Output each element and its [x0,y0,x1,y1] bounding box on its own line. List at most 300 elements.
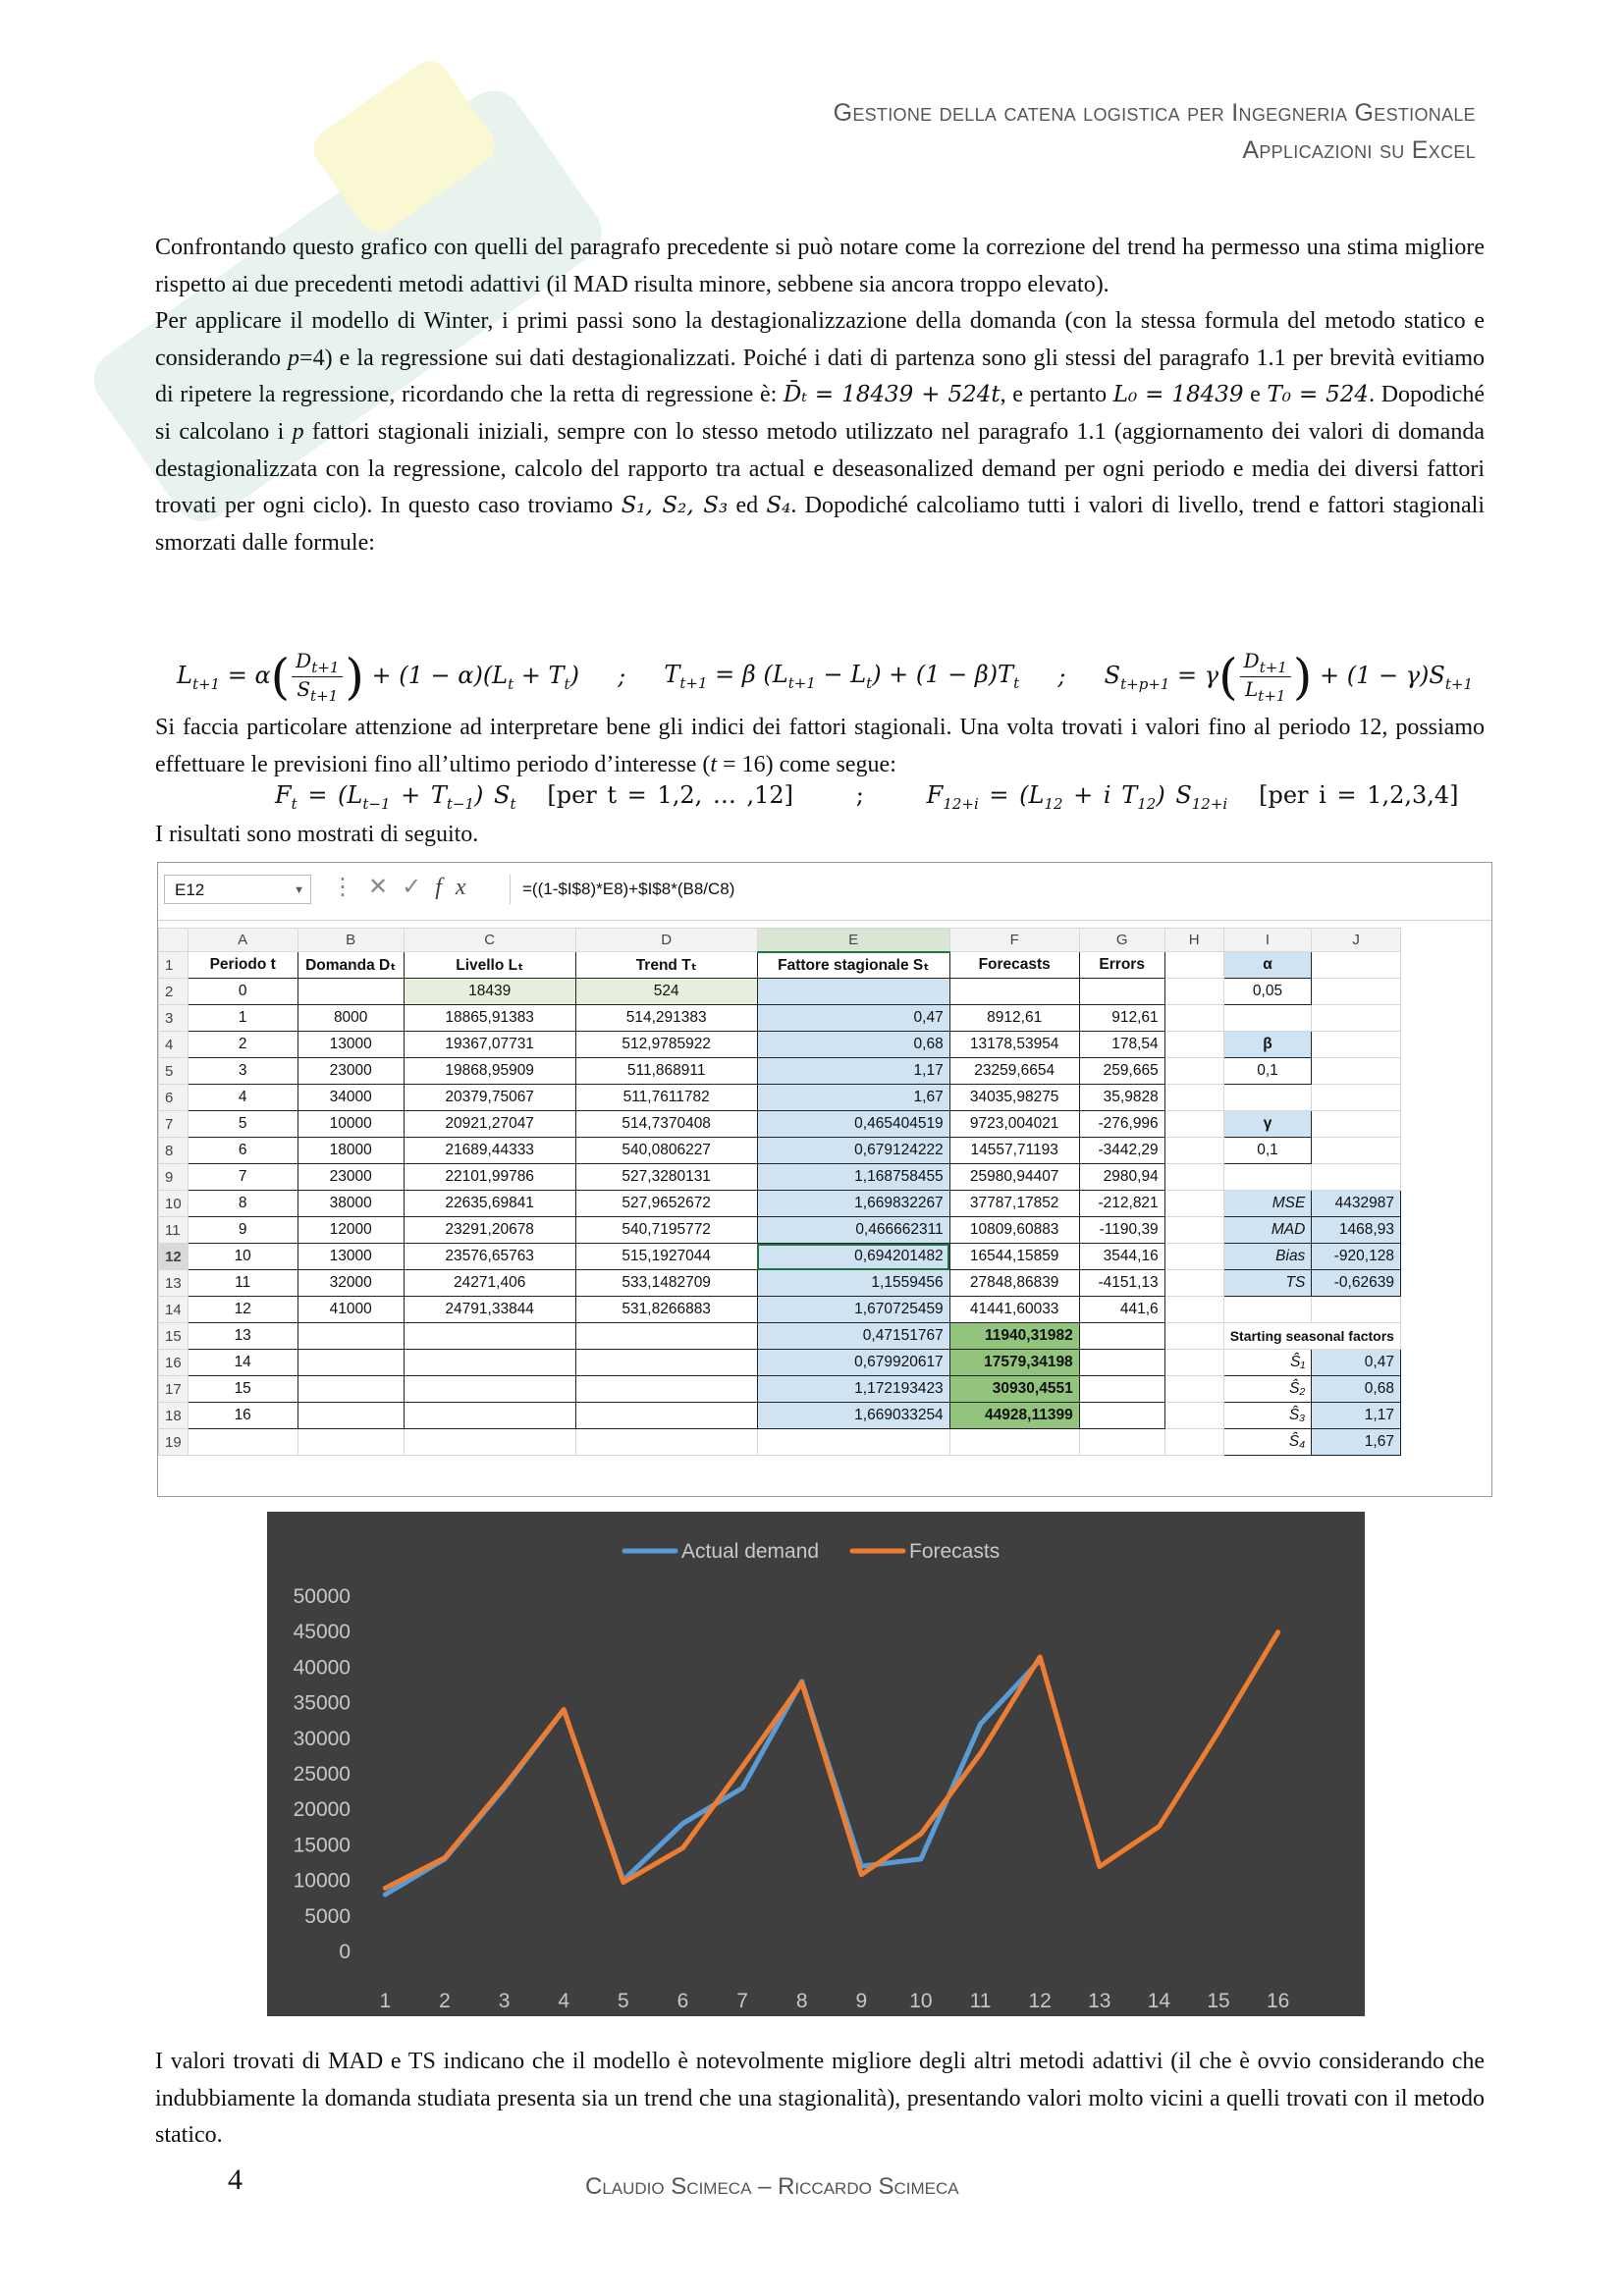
legend-label: Forecasts [909,1540,1001,1563]
data-cell[interactable]: 13178,53954 [949,1032,1079,1058]
x-tick-label: 13 [1088,1990,1111,2012]
data-cell[interactable]: 0,68 [757,1032,949,1058]
y-tick-label: 10000 [293,1869,351,1893]
data-cell[interactable]: 22101,99786 [404,1164,575,1191]
empty-cell[interactable] [1223,1005,1312,1032]
demand-forecast-chart [267,1512,1365,2016]
empty-cell[interactable] [1164,1350,1223,1376]
seasonal-value-1[interactable]: 0,47 [1312,1350,1401,1376]
data-cell[interactable]: -212,821 [1079,1191,1164,1217]
data-cell[interactable]: 37787,17852 [949,1191,1079,1217]
data-cell[interactable] [404,1323,575,1350]
sheet-row [159,1191,1401,1217]
y-tick-label: 30000 [293,1727,351,1750]
row-header[interactable]: 8 [159,1138,189,1164]
data-cell[interactable]: 912,61 [1079,1005,1164,1032]
data-cell[interactable]: 18000 [298,1138,404,1164]
data-cell[interactable]: 3544,16 [1079,1244,1164,1270]
param-label-beta[interactable]: β [1223,1032,1312,1058]
data-cell[interactable]: 21689,44333 [404,1138,575,1164]
data-cell[interactable]: 259,665 [1079,1058,1164,1085]
data-cell[interactable]: 14 [188,1350,298,1376]
data-cell[interactable]: 35,9828 [1079,1085,1164,1111]
empty-cell[interactable] [1312,1005,1401,1032]
data-cell[interactable]: 34035,98275 [949,1085,1079,1111]
row-header[interactable]: 2 [159,979,189,1005]
sheet-row [159,1032,1401,1058]
data-cell[interactable]: 540,0806227 [575,1138,757,1164]
data-cell[interactable]: 41441,60033 [949,1297,1079,1323]
data-cell[interactable]: 27848,86839 [949,1270,1079,1297]
column-header-b[interactable]: B [298,929,404,952]
data-cell[interactable]: 12000 [298,1217,404,1244]
data-cell[interactable]: 515,1927044 [575,1244,757,1270]
data-cell[interactable] [404,1350,575,1376]
seasonal-label-4[interactable]: Ŝ₄ [1223,1429,1312,1456]
data-cell[interactable] [404,1403,575,1429]
x-tick-label: 15 [1207,1990,1230,2012]
data-cell[interactable]: 23000 [298,1058,404,1085]
data-cell[interactable]: 1,1559456 [757,1270,949,1297]
data-cell[interactable]: 18865,91383 [404,1005,575,1032]
data-cell[interactable]: 1,17 [757,1058,949,1085]
data-cell[interactable]: 527,9652672 [575,1191,757,1217]
data-cell[interactable]: 178,54 [1079,1032,1164,1058]
empty-cell[interactable] [1164,979,1223,1005]
data-cell[interactable]: 514,7370408 [575,1111,757,1138]
empty-cell[interactable] [1164,1138,1223,1164]
empty-cell[interactable] [1164,1005,1223,1032]
row-header[interactable]: 13 [159,1270,189,1297]
data-cell[interactable]: 16 [188,1403,298,1429]
formula-separator: ; [618,663,626,690]
data-cell[interactable]: 1,670725459 [757,1297,949,1323]
empty-cell[interactable] [1164,1164,1223,1191]
cancel-icon[interactable]: ✕ [368,874,403,900]
body-text-results [155,817,1485,854]
empty-cell[interactable] [1164,1058,1223,1085]
data-cell[interactable] [949,979,1079,1005]
data-cell[interactable]: 24271,406 [404,1270,575,1297]
empty-cell[interactable] [1164,1085,1223,1111]
data-cell[interactable] [1079,979,1164,1005]
data-cell[interactable]: 11 [188,1270,298,1297]
stat-value-mse[interactable]: 4432987 [1312,1191,1401,1217]
data-cell[interactable]: 0,679920617 [757,1350,949,1376]
stat-value-bias[interactable]: -920,128 [1312,1244,1401,1270]
formula-separator-2: ; [1057,663,1066,690]
data-cell[interactable]: 10809,60883 [949,1217,1079,1244]
forecasts-line [385,1632,1277,1889]
row-header[interactable]: 19 [159,1429,189,1456]
empty-cell[interactable] [1312,1111,1401,1138]
sheet-row [159,1217,1401,1244]
empty-cell[interactable] [1164,1297,1223,1323]
empty-cell[interactable] [1312,1164,1401,1191]
paragraph-2: Per applicare il modello di Winter, i primi passi sono la destagionalizzazione della domanda (con la stessa formula del metodo statico e considerando p=4) e la regressione sui dati destagionalizzati. Poiché i dati di partenza sono gli stessi del paragrafo 1.1 per brevità evitiamo di ripetere la regressione, ricordando che la retta di regressione è: D̄ₜ = 18439 + 524t, e pertanto L₀ = 18439 e T₀ = 524. Dopodiché si calcolano i p fattori stagionali iniziali, sempre con lo stesso metodo utilizzato nel paragrafo 1.1 (aggiornamento dei valori di domanda destagionalizzata con la regressione, calcolo del rapporto tra actual e deseasonalized demand per ogni periodo e media dei diversi fattori trovati per ogni ciclo). In questo caso troviamo S₁, S₂, S₃ ed S₄. Dopodiché calcoliamo tutti i valori di livello, trend e fattori stagionali smorzati dalle formule: [155,308,1486,556]
data-cell[interactable]: 11940,31982 [949,1323,1079,1350]
y-tick-label: 0 [339,1941,351,1963]
row-header[interactable]: 5 [159,1058,189,1085]
stat-label-bias[interactable]: Bias [1223,1244,1312,1270]
data-cell[interactable]: -276,996 [1079,1111,1164,1138]
data-cell[interactable]: 512,9785922 [575,1032,757,1058]
data-cell[interactable]: 540,7195772 [575,1217,757,1244]
data-cell[interactable]: 19367,07731 [404,1032,575,1058]
sheet-row [159,1376,1401,1403]
data-cell[interactable] [1079,1323,1164,1350]
header-cell[interactable]: Errors [1079,952,1164,979]
x-tick-label: 12 [1028,1990,1052,2012]
data-cell[interactable] [757,979,949,1005]
data-cell[interactable]: -3442,29 [1079,1138,1164,1164]
data-cell[interactable] [298,1403,404,1429]
empty-cell[interactable] [1164,952,1223,979]
empty-cell[interactable] [1223,1085,1312,1111]
seasonal-label-1[interactable]: Ŝ₁ [1223,1350,1312,1376]
data-cell[interactable]: 1 [188,1005,298,1032]
data-cell[interactable]: 20379,75067 [404,1085,575,1111]
y-tick-label: 20000 [293,1798,351,1822]
sheet-row [159,1005,1401,1032]
x-tick-label: 3 [498,1990,511,2012]
data-cell[interactable]: 6 [188,1138,298,1164]
data-cell[interactable]: 1,168758455 [757,1164,949,1191]
sheet-row [159,1403,1401,1429]
data-cell[interactable]: 2980,94 [1079,1164,1164,1191]
row-header[interactable]: 16 [159,1350,189,1376]
column-header-row [159,929,1401,952]
data-cell[interactable] [298,1350,404,1376]
data-cell[interactable] [575,1350,757,1376]
sheet-row [159,1350,1401,1376]
sheet-row [159,952,1401,979]
data-cell[interactable]: 0 [188,979,298,1005]
data-cell[interactable] [298,1323,404,1350]
data-cell[interactable]: 41000 [298,1297,404,1323]
update-formulas [177,636,1473,717]
x-tick-label: 7 [736,1990,748,2012]
data-cell[interactable]: 0,465404519 [757,1111,949,1138]
data-cell[interactable]: 23291,20678 [404,1217,575,1244]
body-text-bottom [155,2044,1485,2155]
row-header[interactable]: 18 [159,1403,189,1429]
x-tick-label: 8 [795,1990,808,2012]
sheet-row [159,979,1401,1005]
paragraph-1: Confrontando questo grafico con quelli del paragrafo precedente si può notare come la correzione del trend ha permesso una stima migliore rispetto ai due precedenti metodi adattivi (il MAD risulta minore, sebbene sia ancora troppo elevato). [155,235,1485,297]
row-header[interactable]: 4 [159,1032,189,1058]
data-cell[interactable]: 4 [188,1085,298,1111]
param-value-gamma[interactable]: 0,1 [1223,1138,1312,1164]
x-tick-label: 14 [1147,1990,1171,2012]
header-cell[interactable]: Domanda Dₜ [298,952,404,979]
empty-cell[interactable] [404,1429,575,1456]
function-icon[interactable]: fx [435,875,480,900]
sheet-row [159,1138,1401,1164]
data-cell[interactable]: 1,669033254 [757,1403,949,1429]
column-header-c[interactable]: C [404,929,575,952]
empty-cell[interactable] [188,1429,298,1456]
row-header[interactable]: 3 [159,1005,189,1032]
param-label-alpha[interactable]: α [1223,952,1312,979]
data-cell[interactable]: 5 [188,1111,298,1138]
data-cell[interactable]: 511,868911 [575,1058,757,1085]
header-cell[interactable]: Trend Tₜ [575,952,757,979]
y-tick-label: 50000 [293,1585,351,1608]
empty-cell[interactable] [575,1429,757,1456]
seasonal-value-2[interactable]: 0,68 [1312,1376,1401,1403]
stat-label-mse[interactable]: MSE [1223,1191,1312,1217]
seasonal-formula: $S_{t+p+1} = \gamma$( $\frac{D_{t+1}}{L_{t+1}}$ ) + $(1 - \gamma)S_{t+1}$ [1104,648,1473,705]
data-cell[interactable]: 13000 [298,1244,404,1270]
data-cell[interactable]: 533,1482709 [575,1270,757,1297]
stat-label-ts[interactable]: TS [1223,1270,1312,1297]
sheet-row [159,1111,1401,1138]
y-tick-label: 40000 [293,1656,351,1680]
data-cell[interactable]: 10000 [298,1111,404,1138]
data-cell[interactable]: 1,172193423 [757,1376,949,1403]
param-label-gamma[interactable]: γ [1223,1111,1312,1138]
data-cell[interactable] [1079,1376,1164,1403]
data-cell[interactable]: 8 [188,1191,298,1217]
stat-value-ts[interactable]: -0,62639 [1312,1270,1401,1297]
data-cell[interactable] [1079,1350,1164,1376]
empty-cell[interactable] [1312,1032,1401,1058]
data-cell[interactable]: 13 [188,1323,298,1350]
data-cell[interactable]: 15 [188,1376,298,1403]
data-cell[interactable]: -1190,39 [1079,1217,1164,1244]
data-cell[interactable]: 8912,61 [949,1005,1079,1032]
sheet-row [159,1297,1401,1323]
data-cell[interactable] [575,1323,757,1350]
empty-cell[interactable] [1312,1085,1401,1111]
more-icon: ⋮ [331,874,368,900]
data-cell[interactable] [298,1376,404,1403]
data-cell[interactable]: 22635,69841 [404,1191,575,1217]
line-chart [267,1512,1365,2016]
data-cell[interactable]: 9723,004021 [949,1111,1079,1138]
spreadsheet-grid [158,928,1401,1456]
x-tick-label: 2 [439,1990,451,2012]
select-all-corner[interactable] [159,929,189,952]
excel-screenshot [157,862,1492,1497]
empty-cell[interactable] [1164,1244,1223,1270]
name-box[interactable]: E12 ▼ [164,875,311,904]
data-cell[interactable]: 1,67 [757,1085,949,1111]
trend-formula: $T_{t+1} = \beta$ $(L_{t+1} - L_t) + (1 - \beta)T_t$ [664,661,1020,692]
data-cell[interactable]: 441,6 [1079,1297,1164,1323]
stat-label-mad[interactable]: MAD [1223,1217,1312,1244]
x-tick-label: 1 [379,1990,392,2012]
data-cell[interactable]: 1,669832267 [757,1191,949,1217]
data-cell[interactable]: -4151,13 [1079,1270,1164,1297]
sheet-row [159,1164,1401,1191]
level-formula: $L_{t+1} = \alpha$( $\frac{D_{t+1}}{S_{t+1}}$ ) + $(1 - \alpha)(L_t + T_t)$ [177,648,579,705]
actual-demand-line [385,1660,1040,1895]
header-cell[interactable]: Fattore stagionale Sₜ [757,952,949,979]
data-cell[interactable]: 44928,11399 [949,1403,1079,1429]
header-cell[interactable]: Forecasts [949,952,1079,979]
row-header[interactable]: 15 [159,1323,189,1350]
row-header[interactable]: 7 [159,1111,189,1138]
header-cell[interactable]: Livello Lₜ [404,952,575,979]
empty-cell[interactable] [298,1429,404,1456]
chevron-down-icon[interactable]: ▼ [294,884,304,896]
empty-cell[interactable] [1312,1058,1401,1085]
empty-cell[interactable] [1312,952,1401,979]
sheet-row [159,1058,1401,1085]
data-cell[interactable]: 34000 [298,1085,404,1111]
row-header[interactable]: 11 [159,1217,189,1244]
formula-bar-icons [331,873,480,901]
param-value-alpha[interactable]: 0,05 [1223,979,1312,1005]
data-cell[interactable]: 18439 [404,979,575,1005]
header-line-1: Gestione della catena logistica per Ingegneria Gestionale [833,99,1476,127]
empty-cell[interactable] [1164,1111,1223,1138]
sheet-row [159,1323,1401,1350]
column-header-j[interactable]: J [1312,929,1401,952]
column-header-h[interactable]: H [1164,929,1223,952]
sheet-row [159,1429,1401,1456]
empty-cell[interactable] [1223,1297,1312,1323]
data-cell[interactable]: 527,3280131 [575,1164,757,1191]
data-cell[interactable]: 23576,65763 [404,1244,575,1270]
confirm-icon[interactable]: ✓ [402,874,436,900]
seasonal-factors-title: Starting seasonal factors [1223,1323,1400,1350]
paragraph-4: I risultati sono mostrati di seguito. [155,822,479,847]
x-tick-label: 9 [855,1990,868,2012]
data-cell[interactable]: 3 [188,1058,298,1085]
data-cell[interactable] [575,1376,757,1403]
data-cell[interactable]: 8000 [298,1005,404,1032]
empty-cell[interactable] [1164,1270,1223,1297]
stat-value-mad[interactable]: 1468,93 [1312,1217,1401,1244]
data-cell[interactable]: 17579,34198 [949,1350,1079,1376]
sheet-row [159,1244,1401,1270]
x-tick-label: 5 [617,1990,629,2012]
data-cell[interactable]: 524 [575,979,757,1005]
data-cell[interactable]: 0,694201482 [757,1244,949,1270]
x-tick-label: 4 [558,1990,570,2012]
row-header[interactable]: 1 [159,952,189,979]
x-tick-label: 10 [909,1990,933,2012]
data-cell[interactable]: 0,47 [757,1005,949,1032]
data-cell[interactable]: 12 [188,1297,298,1323]
data-cell[interactable]: 14557,71193 [949,1138,1079,1164]
seasonal-value-4[interactable]: 1,67 [1312,1429,1401,1456]
column-header-f[interactable]: F [949,929,1079,952]
empty-cell[interactable] [1223,1164,1312,1191]
data-cell[interactable]: 0,679124222 [757,1138,949,1164]
legend-label: Actual demand [681,1540,820,1563]
data-cell[interactable]: 30930,4551 [949,1376,1079,1403]
empty-cell[interactable] [949,1429,1079,1456]
row-header[interactable]: 9 [159,1164,189,1191]
forecast-formulas: $F_t = (L_{t-1} + T_{t-1})$ $S_t$ [per t = 1,2, … ,12] ; $F_{12+i} = (L_{12} + i$ $T_{12}$) $S_{12+i}$ [per i = 1,2,3,4] [275,781,1459,813]
seasonal-value-3[interactable]: 1,17 [1312,1403,1401,1429]
empty-cell[interactable] [1164,1376,1223,1403]
data-cell[interactable] [1079,1403,1164,1429]
data-cell[interactable]: 511,7611782 [575,1085,757,1111]
footer-authors: Claudio Scimeca – Riccardo Scimeca [585,2173,959,2200]
data-cell[interactable]: 531,8266883 [575,1297,757,1323]
formula-input[interactable]: =((1-$I$8)*E8)+$I$8*(B8/C8) [510,875,1492,904]
y-tick-label: 35000 [293,1691,351,1715]
seasonal-label-2[interactable]: Ŝ₂ [1223,1376,1312,1403]
row-header[interactable]: 6 [159,1085,189,1111]
data-cell[interactable]: 38000 [298,1191,404,1217]
empty-cell[interactable] [757,1429,949,1456]
data-cell[interactable]: 16544,15859 [949,1244,1079,1270]
data-cell[interactable]: 514,291383 [575,1005,757,1032]
data-cell[interactable]: 10 [188,1244,298,1270]
data-cell[interactable]: 32000 [298,1270,404,1297]
watermark-shape-accent [306,54,503,240]
empty-cell[interactable] [1164,1403,1223,1429]
y-tick-label: 5000 [304,1904,351,1928]
column-header-d[interactable]: D [575,929,757,952]
y-tick-label: 45000 [293,1621,351,1644]
seasonal-label-3[interactable]: Ŝ₃ [1223,1403,1312,1429]
empty-cell[interactable] [1164,1429,1223,1456]
empty-cell[interactable] [1164,1032,1223,1058]
sheet-row [159,1085,1401,1111]
paragraph-5: I valori trovati di MAD e TS indicano che il modello è notevolmente migliore degli altri metodi adattivi (il che è ovvio considerando che indubbiamente la domanda studiata presenta sia un trend che una stagionalità), presentando valori molto vicini a quelli trovati con il metodo statico. [155,2049,1485,2149]
x-tick-label: 6 [676,1990,689,2012]
data-cell[interactable] [575,1403,757,1429]
x-tick-label: 16 [1267,1990,1290,2012]
data-cell[interactable]: 23259,6654 [949,1058,1079,1085]
column-header-g[interactable]: G [1079,929,1164,952]
data-cell[interactable]: 20921,27047 [404,1111,575,1138]
empty-cell[interactable] [1164,1217,1223,1244]
data-cell[interactable]: 0,466662311 [757,1217,949,1244]
row-header[interactable]: 17 [159,1376,189,1403]
x-tick-label: 11 [969,1990,992,2012]
column-header-e[interactable]: E [757,929,949,952]
sheet-row [159,1270,1401,1297]
paragraph-3: Si faccia particolare attenzione ad interpretare bene gli indici dei fattori stagionali. Una volta trovati i valori fino al periodo 12, possiamo effettuare le previsioni fino all’ultimo periodo d’interesse (t = 16) come segue: [155,715,1485,777]
empty-cell[interactable] [1164,1191,1223,1217]
row-header[interactable]: 14 [159,1297,189,1323]
data-cell[interactable]: 2 [188,1032,298,1058]
data-cell[interactable]: 7 [188,1164,298,1191]
data-cell[interactable] [404,1376,575,1403]
data-cell[interactable]: 13000 [298,1032,404,1058]
data-cell[interactable]: 19868,95909 [404,1058,575,1085]
data-cell[interactable]: 24791,33844 [404,1297,575,1323]
running-header [834,94,1476,169]
empty-cell[interactable] [1312,1138,1401,1164]
data-cell[interactable]: 0,47151767 [757,1323,949,1350]
data-cell[interactable]: 25980,94407 [949,1164,1079,1191]
body-text-middle [155,710,1485,783]
header-cell[interactable]: Periodo t [188,952,298,979]
column-header-a[interactable]: A [188,929,298,952]
empty-cell[interactable] [1079,1429,1164,1456]
data-cell[interactable] [298,979,404,1005]
param-value-beta[interactable]: 0,1 [1223,1058,1312,1085]
empty-cell[interactable] [1312,979,1401,1005]
empty-cell[interactable] [1312,1297,1401,1323]
page-number: 4 [228,2163,243,2196]
column-header-i[interactable]: I [1223,929,1312,952]
empty-cell[interactable] [1164,1323,1223,1350]
row-header[interactable]: 10 [159,1191,189,1217]
data-cell[interactable]: 23000 [298,1164,404,1191]
row-header[interactable]: 12 [159,1244,189,1270]
data-cell[interactable]: 9 [188,1217,298,1244]
